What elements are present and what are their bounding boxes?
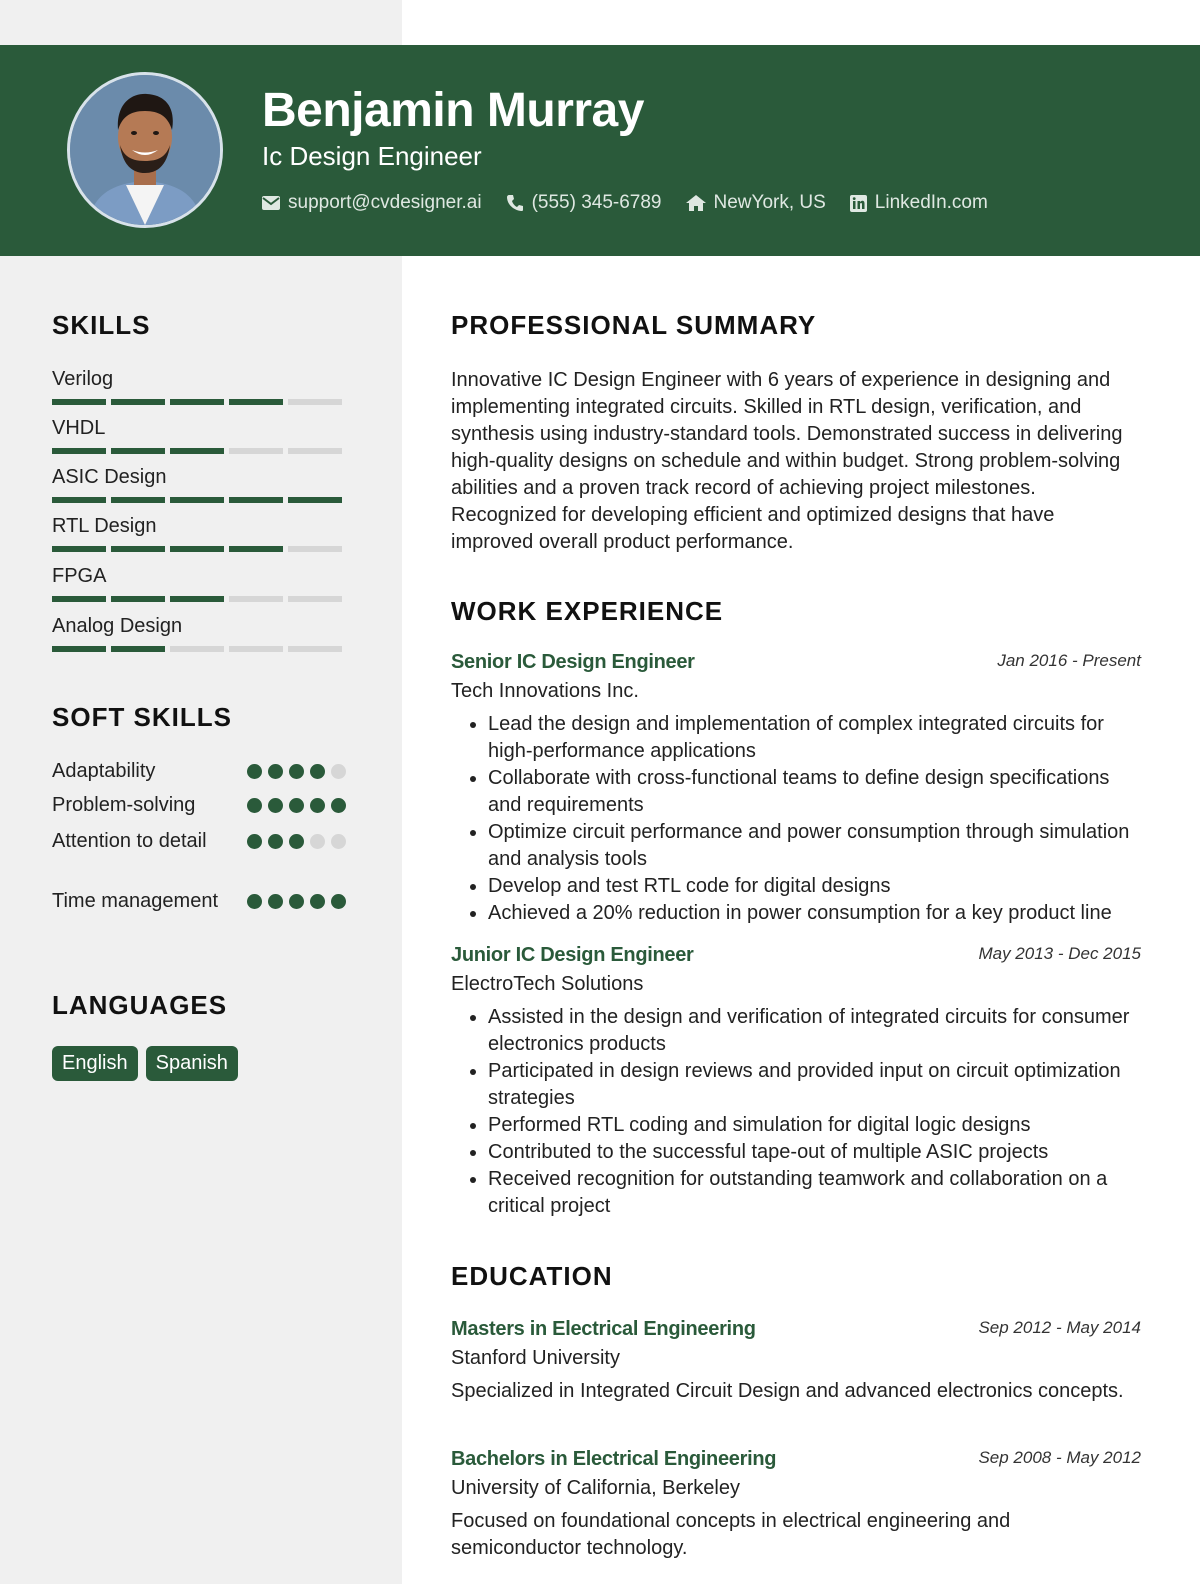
rating-dot: [331, 798, 346, 813]
skill-bar-segment: [52, 399, 106, 405]
contact-phone-text: (555) 345-6789: [531, 192, 662, 213]
languages-heading: LANGUAGES: [52, 990, 228, 1020]
skill-level-bar: [52, 546, 348, 552]
rating-dot: [310, 764, 325, 779]
skill-bar-segment: [229, 399, 283, 405]
job-bullets: [451, 711, 1141, 927]
skill-bar-segment: [229, 596, 283, 602]
contact-linkedin[interactable]: [850, 192, 988, 214]
skill-name: Verilog: [52, 368, 114, 390]
skill-item: [52, 417, 348, 454]
skill-bar-segment: [229, 448, 283, 454]
soft-skill-rating: [247, 798, 346, 813]
soft-skills-heading: SOFT SKILLS: [52, 702, 232, 732]
job-bullet: • Achieved a 20% reduction in power consumption for a key product line: [488, 900, 1141, 927]
skill-bar-segment: [52, 497, 106, 503]
education-heading: EDUCATION: [451, 1261, 613, 1291]
job-bullet: • Participated in design reviews and provided input on circuit optimization strategies: [488, 1058, 1141, 1112]
summary-section: [451, 367, 1141, 556]
job-bullet: • Collaborate with cross-functional teams to define design specifications and requirements: [488, 765, 1141, 819]
skill-level-bar: [52, 646, 348, 652]
degree-title: Bachelors in Electrical Engineering: [451, 1448, 777, 1470]
contact-linkedin-text: LinkedIn.com: [874, 192, 988, 213]
skill-bar-segment: [229, 546, 283, 552]
skill-level-bar: [52, 497, 348, 503]
soft-skill-name: Attention to detail: [52, 830, 207, 852]
job-title: Junior IC Design Engineer: [451, 944, 694, 966]
experience-heading: WORK EXPERIENCE: [451, 596, 724, 626]
job-bullet: • Optimize circuit performance and power consumption through simulation and analysis tools: [488, 819, 1141, 873]
skill-item: [52, 565, 348, 602]
skill-item: [52, 368, 348, 405]
profile-photo: [70, 75, 220, 225]
job-bullet: • Contributed to the successful tape-out of multiple ASIC projects: [488, 1139, 1141, 1166]
language-badge: English: [52, 1046, 138, 1081]
rating-dot: [331, 894, 346, 909]
skill-bar-segment: [170, 448, 224, 454]
skill-bar-segment: [229, 646, 283, 652]
candidate-title: Ic Design Engineer: [262, 141, 482, 171]
skill-level-bar: [52, 596, 348, 602]
job-bullet: • Received recognition for outstanding teamwork and collaboration on a critical project: [488, 1166, 1141, 1220]
degree-title: Masters in Electrical Engineering: [451, 1318, 756, 1340]
soft-skill-rating: [247, 764, 346, 779]
skill-bar-segment: [111, 448, 165, 454]
soft-skill-name: Adaptability: [52, 760, 156, 782]
skill-bar-segment: [170, 596, 224, 602]
skill-bar-segment: [170, 646, 224, 652]
language-badge: Spanish: [146, 1046, 238, 1081]
skill-bar-segment: [288, 448, 342, 454]
skill-bar-segment: [288, 646, 342, 652]
skill-bar-segment: [111, 497, 165, 503]
summary-text: Innovative IC Design Engineer with 6 years of experience in designing and implementing integrated circuits. Skilled in RTL design, verification, and synthesis using industry-standard tools. Demonstrated success in delivering high-quality designs on schedule and within budget. Strong problem-solving abilities and a proven track record of achieving project milestones. Recognized for developing efficient and optimized designs that have improved overall product performance.: [451, 369, 1123, 553]
skill-level-bar: [52, 399, 348, 405]
rating-dot: [289, 894, 304, 909]
education-entry: [451, 1448, 1141, 1562]
rating-dot: [289, 798, 304, 813]
education-dates: Sep 2008 - May 2012: [978, 1448, 1141, 1467]
job-bullet: • Develop and test RTL code for digital designs: [488, 873, 1141, 900]
home-icon: [686, 195, 706, 211]
envelope-icon: [262, 196, 280, 210]
avatar: [67, 72, 223, 228]
skill-bar-segment: [111, 596, 165, 602]
skill-bar-segment: [288, 399, 342, 405]
rating-dot: [310, 894, 325, 909]
job-bullet: • Assisted in the design and verification of integrated circuits for consumer electronics products: [488, 1004, 1141, 1058]
skill-bar-segment: [111, 399, 165, 405]
skill-bar-segment: [52, 546, 106, 552]
rating-dot: [289, 764, 304, 779]
skill-bar-segment: [52, 448, 106, 454]
skill-bar-segment: [52, 596, 106, 602]
skill-bar-segment: [288, 546, 342, 552]
phone-icon: [506, 194, 524, 212]
education-entry: [451, 1318, 1141, 1405]
skill-bar-segment: [170, 497, 224, 503]
rating-dot: [268, 894, 283, 909]
skill-name: FPGA: [52, 565, 107, 587]
rating-dot: [268, 834, 283, 849]
job-bullets: [451, 1004, 1141, 1220]
soft-skill-rating: [247, 834, 346, 849]
job-dates: May 2013 - Dec 2015: [978, 944, 1141, 963]
job-entry: [451, 944, 1141, 1220]
contact-email-text: support@cvdesigner.ai: [288, 192, 482, 213]
rating-dot: [247, 894, 262, 909]
skill-bar-segment: [170, 546, 224, 552]
company-name: Tech Innovations Inc.: [451, 680, 639, 702]
education-description: Specialized in Integrated Circuit Design and advanced electronics concepts.: [451, 1380, 1124, 1402]
rating-dot: [247, 798, 262, 813]
job-title: Senior IC Design Engineer: [451, 651, 695, 673]
rating-dot: [268, 798, 283, 813]
soft-skill-name: Problem-solving: [52, 794, 196, 816]
contact-email[interactable]: [262, 192, 482, 214]
job-bullet: • Lead the design and implementation of complex integrated circuits for high-performance applications: [488, 711, 1141, 765]
skills-heading: SKILLS: [52, 310, 151, 340]
job-bullet: • Performed RTL coding and simulation for digital logic designs: [488, 1112, 1141, 1139]
education-description: Focused on foundational concepts in electrical engineering and semiconductor technology.: [451, 1510, 1011, 1559]
skill-item: [52, 615, 348, 652]
resume-header: [0, 45, 1200, 256]
language-list: [52, 1046, 238, 1081]
education-dates: Sep 2012 - May 2014: [978, 1318, 1141, 1337]
contact-phone[interactable]: [506, 192, 662, 214]
skill-bar-segment: [170, 399, 224, 405]
summary-heading: PROFESSIONAL SUMMARY: [451, 310, 817, 340]
contact-row: [262, 192, 988, 214]
skill-name: ASIC Design: [52, 466, 167, 488]
skill-item: [52, 466, 348, 503]
skill-level-bar: [52, 448, 348, 454]
skill-bar-segment: [288, 596, 342, 602]
linkedin-icon: [850, 195, 867, 212]
skill-bar-segment: [52, 646, 106, 652]
rating-dot: [247, 764, 262, 779]
skill-bar-segment: [111, 646, 165, 652]
rating-dot: [331, 764, 346, 779]
soft-skill-rating: [247, 894, 346, 909]
skill-bar-segment: [229, 497, 283, 503]
rating-dot: [268, 764, 283, 779]
contact-location: [686, 192, 826, 214]
company-name: ElectroTech Solutions: [451, 973, 644, 995]
contact-location-text: NewYork, US: [713, 192, 826, 213]
job-dates: Jan 2016 - Present: [997, 651, 1141, 670]
skill-bar-segment: [111, 546, 165, 552]
rating-dot: [310, 834, 325, 849]
skill-name: VHDL: [52, 417, 106, 439]
skill-name: Analog Design: [52, 615, 183, 637]
skill-name: RTL Design: [52, 515, 157, 537]
soft-skill-name: Time management: [52, 890, 218, 912]
skill-item: [52, 515, 348, 552]
rating-dot: [331, 834, 346, 849]
rating-dot: [310, 798, 325, 813]
rating-dot: [247, 834, 262, 849]
school-name: University of California, Berkeley: [451, 1477, 740, 1499]
rating-dot: [289, 834, 304, 849]
skill-bar-segment: [288, 497, 342, 503]
candidate-name: Benjamin Murray: [262, 84, 644, 137]
job-entry: [451, 651, 1141, 927]
school-name: Stanford University: [451, 1347, 620, 1369]
